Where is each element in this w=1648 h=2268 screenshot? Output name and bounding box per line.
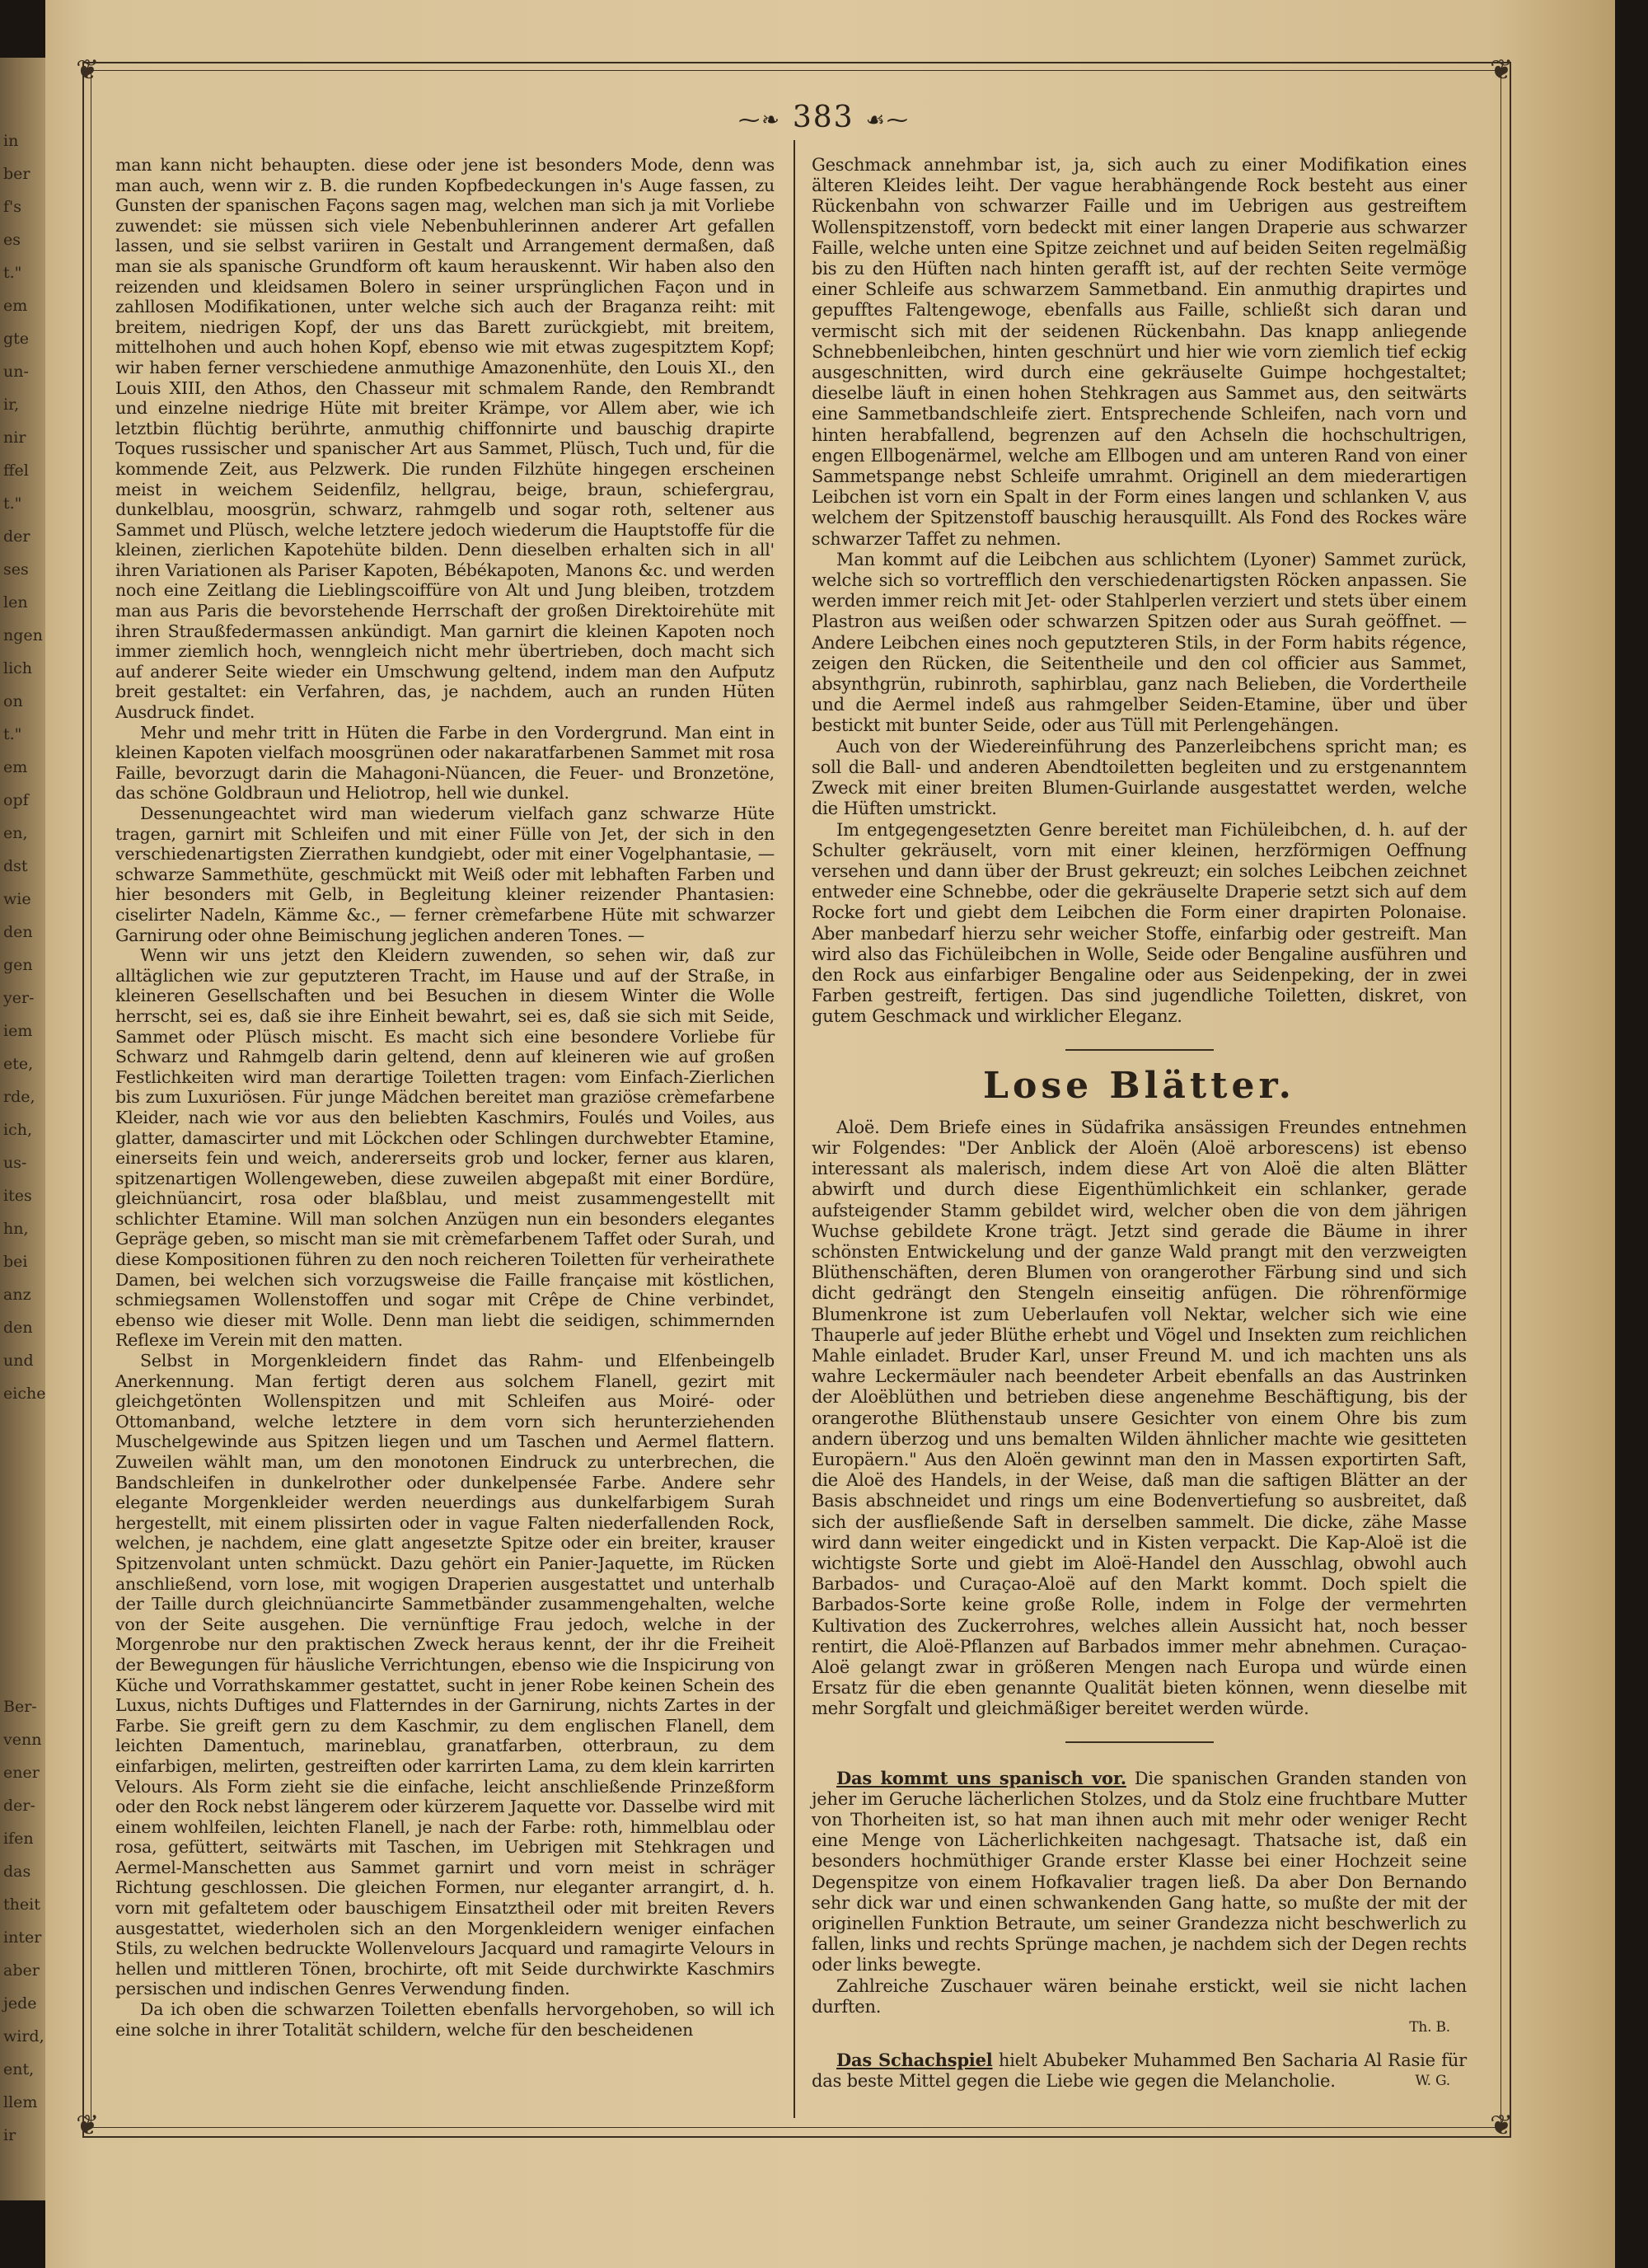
paragraph: Da ich oben die schwarzen Toiletten ebenfalls hervorgehoben, so will ich eine solche in ihrer Totalität schildern, welche für den bescheidenen bbox=[115, 1999, 775, 2040]
paragraph: Wenn wir uns jetzt den Kleidern zuwenden, so sehen wir, daß zur alltäglichen wie zur geputzteren Tracht, im Hause und auf der Straße, in kleineren Gesellschaften und bei Besuchen in diesem Winter die Wolle herrscht, sei es, daß sie ihre Einheit bewahrt, sei es, daß sie sich mit Seide, Sammet oder Plüsch mischt. Es macht sich eine besondere Vorliebe für Schwarz und Rahmgelb darin geltend, denn auf kleineren wie auf großen Festlichkeiten wird man derartige Toiletten tragen: vom Einfach-Zierlichen bis zum Luxuriösen. Für junge Mädchen bereitet man graziöse crèmefarbene Kleider, nach wie vor aus den beliebten Kaschmirs, Foulés und Voiles, aus glatter, damascirter und mit Löckchen oder Schlingen durchwebter Etamine, einerseits fein und weich, andererseits grob und locker, ferner aus klaren, spitzenartigen Wollengeweben, diese zuweilen abgepaßt mit einer Bordüre, gleichnüancirt, rosa oder blaßblau, und meist zusammengestellt mit schlichter Etamine. Will man solchen Anzügen nun ein besonders elegantes Gepräge geben, so mischt man sie mit crèmefarbenem Taffet oder Surah, und diese Kompositionen führen zu den noch reicheren Toiletten für verheirathete Damen, bei welchen sich vorzugsweise die Faille française mit köstlichen, schmiegsamen Wollenstoffen und sogar mit Crêpe de Chine verbindet, ebenso wie dieser mit Wolle. Denn man liebt die seidigen, schimmernden Reflexe im Verein mit den matten. bbox=[115, 945, 775, 1351]
item-title: Das Schachspiel bbox=[836, 2050, 993, 2071]
adjacent-page-fragment: inter bbox=[3, 1928, 42, 1947]
corner-ornament-icon: ❦ bbox=[1490, 54, 1514, 87]
adjacent-page-fragment: den bbox=[3, 923, 33, 941]
adjacent-page-fragment: en, bbox=[3, 824, 28, 842]
adjacent-page-fragment: ir bbox=[3, 2126, 16, 2144]
adjacent-page-fragment: f's bbox=[3, 198, 22, 216]
adjacent-page-fragment: venn bbox=[3, 1731, 42, 1749]
adjacent-page-fragment: das bbox=[3, 1863, 31, 1881]
item-text: hielt Abubeker Muhammed Ben Sacharia Al Rasie für das beste Mittel gegen die Liebe wie gegen die Melancholie. bbox=[812, 2050, 1467, 2092]
adjacent-page-fragment: us- bbox=[3, 1154, 27, 1172]
paragraph: Selbst in Morgenkleidern findet das Rahm- und Elfenbeingelb Anerkennung. Man fertigt deren aus solchem Flanell, gezirt mit gleichgetönten Wollenspitzen und mit Schleifen aus Moiré- oder Ottomanband, welche letztere in dem vorn sich herunterziehenden Muschelgewinde aus Spitzen liegen und um Taschen und Aermel flattern. Zuweilen wählt man, um den monotonen Eindruck zu unterbrechen, die Bandschleifen in dunkelrother oder dunkelpensée Farbe. Andere sehr elegante Morgenkleider werden neuerdings aus dunkelfarbigem Surah hergestellt, mit einem plissirten oder in vague Falten niederfallenden Rock, welchen, je nachdem, eine glatt angesetzte Spitze oder ein breiter, krauser Spitzenvolant unten schmückt. Dazu gehört ein Panier-Jaquette, im Rücken anschließend, vorn lose, mit wogigen Draperien ausgestattet und unterhalb der Taille durch gleichnüancirte Sammetbänder zusammengehalten, welche von der Seite ausgehen. Die vernünftige Frau jedoch, welche in der Morgenrobe nur den praktischen Zweck heraus kennt, der ihr die Freiheit der Bewegungen für häusliche Verrichtungen, ebenso wie die Inspicirung von Küche und Vorrathskammer gestattet, sucht in jener Robe keinen Schein des Luxus, nichts Duftiges und Flatterndes in der Garnirung, nichts Zartes in der Farbe. Sie greift gern zu dem Kaschmir, zu dem englischen Flanell, dem leichten Damentuch, marineblau, granatfarben, otterbraun, zu dem einfarbigen, melirten, gestreiften oder karrirten Lama, zu dem klein karrirten Velours. Als Form zieht sie die einfache, leicht anschließende Prinzeßform oder den Rock nebst längerem oder kürzerem Jaquette vor. Dasselbe wird mit einem wohlfeilen, leichten Flanell, je nach der Farbe: roth, himmelblau oder rosa, gefüttert, seitwärts mit Taschen, im Uebrigen mit Stehkragen und Aermel-Manschetten aus Sammet garnirt und vorn meist in schräger Richtung geschlossen. Die gleichen Formen, nur eleganter arrangirt, d. h. vorn mit gefaltetem oder bauschigem Einsatztheil oder mit breiten Revers ausgestattet, wiederholen sich an den Morgenkleidern weniger einfachen Stils, zu welchen bedruckte Wollenvelours Jacquard und ramagirte Velours in hellen und mittleren Tönen, brochirte, oft mit Seide durchwirkte Kaschmirs persischen und indischen Genres Verwendung finden. bbox=[115, 1351, 775, 1999]
adjacent-page-fragment: theit bbox=[3, 1895, 40, 1914]
page-number-value: 383 bbox=[792, 101, 854, 134]
adjacent-page-fragment: und bbox=[3, 1352, 34, 1370]
adjacent-page-fragment: ener bbox=[3, 1764, 40, 1782]
paragraph: Dessenungeachtet wird man wiederum vielfach ganz schwarze Hüte tragen, garnirt mit Schleifen und mit einer Fülle von Jet, der sich in den verschiedenartigsten Zierrathen kundgiebt, oder mit einer Vogelphantasie, — schwarze Sammethüte, geschmückt mit Weiß oder mit lebhaften Farben und hier besonders mit Gelb, in Begleitung kleiner reizender Phantasien: ciselirter Nadeln, Kämme &c., — ferner crèmefarbene Hüte mit schwarzer Garnirung oder ohne Beimischung jeglichen anderen Tones. — bbox=[115, 804, 775, 945]
paragraph: Mehr und mehr tritt in Hüten die Farbe in den Vordergrund. Man eint in kleinen Kapoten vielfach moosgrünen oder nakaratfarbenen Sammet mit rosa Faille, bevorzugt darin die Mahagoni-Nüancen, die Feuer- und Bronzetöne, das schöne Goldbraun und Heliotrop, hell wie dunkel. bbox=[115, 722, 775, 804]
adjacent-page-fragment: nir bbox=[3, 429, 26, 447]
adjacent-page-fragment: eiche bbox=[3, 1385, 45, 1403]
adjacent-page-fragment: em bbox=[3, 297, 28, 315]
page-number-ornament-icon: ☙⁓ bbox=[865, 108, 910, 133]
item-text: Die spanischen Granden standen von jeher im Geruche lächerlichen Stolzes, und da Stolz eine fruchtbare Mutter von Thorheiten ist, so hat man ihnen auch mit mehr oder weniger Recht eine Menge von Lächerlichkeiten nachgesagt. Thatsache ist, daß ein besonders hochmüthiger Grande erster Klasse bei einer Hochzeit seine Degenspitze von einem Hofkavalier tragen ließ. Da aber Don Bernando sehr dick war und einen schwankenden Gang hatte, so mußte der mit der originellen Funktion Betraute, um seiner Grandezza nicht beschwerlich zu fallen, links und rechts Sprünge machen, je nachdem sich der Degen rechts oder links bewegte. bbox=[812, 1768, 1468, 1975]
signature: W. G. bbox=[1415, 2073, 1450, 2090]
adjacent-page-fragment: t." bbox=[3, 264, 22, 282]
adjacent-page-fragment: der bbox=[3, 527, 30, 546]
adjacent-page-fragment: len bbox=[3, 593, 28, 612]
adjacent-page-fragment: der- bbox=[3, 1797, 35, 1815]
adjacent-page-fragment: ete, bbox=[3, 1055, 34, 1073]
section-rule bbox=[1065, 1741, 1214, 1743]
adjacent-page-fragment: llem bbox=[3, 2093, 38, 2111]
corner-ornament-icon: ❦ bbox=[76, 2109, 100, 2142]
adjacent-page-fragment: ber bbox=[3, 165, 30, 183]
adjacent-page-fragment: opf bbox=[3, 791, 29, 809]
signature: Th. B. bbox=[1409, 2019, 1450, 2036]
adjacent-page-fragment: rde, bbox=[3, 1088, 35, 1106]
section-heading: Lose Blätter. bbox=[983, 1064, 1295, 1107]
adjacent-page-fragment: ngen bbox=[3, 626, 43, 644]
paragraph: Im entgegengesetzten Genre bereitet man Fichüleibchen, d. h. auf der Schulter gekräuselt, vorn mit einer kleinen, herzförmigen Oeffnung versehen und dann über der Brust gekreuzt; ein solches Leibchen zeichnet entweder eine Schnebbe, oder die gekräuselte Draperie setzt sich auf dem Rocke fort und giebt dem Leibchen die Form einer drapirten Polonaise. Aber manbedarf hierzu sehr weicher Stoffe, einfarbig oder gestreift. Man wird also das Fichüleibchen in Wolle, Seide oder Bengaline ausführen und den Rock aus einfarbiger Bengaline oder aus Seidenpeking, der in zwei Farben gestreift, fertigen. Das sind jugendliche Toiletten, diskret, von gutem Geschmack und wirklicher Eleganz. bbox=[812, 819, 1467, 1027]
adjacent-page-fragment: ich, bbox=[3, 1121, 32, 1139]
adjacent-page-fragment: gte bbox=[3, 330, 30, 348]
adjacent-page-fragment: ffel bbox=[3, 462, 29, 480]
corner-ornament-icon: ❦ bbox=[76, 54, 100, 87]
adjacent-page-fragment: den bbox=[3, 1319, 33, 1337]
adjacent-page-fragment: bei bbox=[3, 1253, 28, 1271]
paragraph: Zahlreiche Zuschauer wären beinahe erstickt, weil sie nicht lachen durften. bbox=[812, 1975, 1467, 2017]
adjacent-page-fragment: hn, bbox=[3, 1220, 29, 1238]
adjacent-page-fragment: in bbox=[3, 132, 19, 150]
paragraph-spanish bbox=[812, 1768, 1467, 1976]
paragraph: Man kommt auf die Leibchen aus schlichtem (Lyoner) Sammet zurück, welche sich so vortrefflich den verschiedenartigsten Röcken anpassen. Sie werden immer reich mit Jet- oder Stahlperlen verziert und stets über einem Plastron aus weißen oder schwarzen Spitzen oder aus Surah geöffnet. — Andere Leibchen eines noch geputzteren Stils, in der Form habits régence, zeigen den Rücken, die Seitentheile und den col officier aus Sammet, absynthgrün, rubinroth, saphirblau, ganz nach Belieben, die Vordertheile und die Aermel indeß aus rahmgelber Seiden-Etamine, über und über bestickt mit bunter Seide, oder aus Tüll mit Perlengehängen. bbox=[812, 549, 1467, 736]
section-rule bbox=[1065, 1049, 1214, 1051]
adjacent-page-fragment: gen bbox=[3, 956, 33, 974]
adjacent-page-fragment: wie bbox=[3, 890, 31, 908]
adjacent-page-fragment: t." bbox=[3, 494, 22, 513]
paragraph: Geschmack annehmbar ist, ja, sich auch zu einer Modifikation eines älteren Kleides leiht. Der vague herabhängende Rock besteht aus einer Rückenbahn von schwarzer Faille und im Uebrigen aus gestreiftem Wollenspitzenstoff, vorn bedeckt mit einer langen Draperie aus schwarzer Faille, welche unten eine Spitze zeichnet und auf beiden Seiten regelmäßig bis zu den Hüften nach hinten gerafft ist, auf der rechten Seite vermöge einer Schleife aus schwarzem Sammetband. Ein anmuthig drapirtes und gepufftes Faltengewoge, ebenfalls aus Faille, schließt sich daran und vermischt sich mit der seidenen Rückenbahn. Das knapp anliegende Schnebbenleibchen, hinten geschnürt und hier wie vorn ziemlich tief eckig ausgeschnitten, wird durch eine gekräuselte Guimpe hochgestaltet; dieselbe läuft in einen hohen Stehkragen aus Sammet aus, den seitwärts eine Sammetbandschleife ziert. Entsprechende Schleifen, nach vorn und hinten herabfallend, begrenzen auf den Achseln die hochschultrigen, engen Ellbogenärmel, welche am Ellbogen und am unteren Rand von einer Sammetspange nebst Schleife umrahmt. Originell an dem miederartigen Leibchen ist vorn ein Spalt in der Form eines langen und schlanken V, aus welchem der Spitzenstoff bauschig herausquillt. Als Fond des Rockes wäre schwarzer Taffet zu nehmen. bbox=[812, 155, 1467, 549]
column-left bbox=[115, 155, 775, 2100]
adjacent-page-fragment: un- bbox=[3, 363, 29, 381]
adjacent-page-fragment: lich bbox=[3, 659, 33, 677]
adjacent-page-strip bbox=[0, 58, 45, 2200]
adjacent-page-fragment: em bbox=[3, 758, 28, 776]
adjacent-page-fragment: Ber- bbox=[3, 1698, 37, 1716]
adjacent-page-fragment: wird, bbox=[3, 2027, 44, 2045]
adjacent-page-fragment: ses bbox=[3, 560, 29, 579]
page-number bbox=[0, 101, 1648, 134]
adjacent-page-fragment: aber bbox=[3, 1961, 40, 1980]
column-right bbox=[812, 155, 1467, 2100]
adjacent-page-fragment: ites bbox=[3, 1187, 32, 1205]
paragraph-chess bbox=[812, 2050, 1467, 2092]
adjacent-page-fragment: yer- bbox=[3, 989, 35, 1007]
adjacent-page-fragment: iem bbox=[3, 1022, 33, 1040]
paragraph: man kann nicht behaupten. diese oder jene ist besonders Mode, denn was man auch, wenn wir z. B. die runden Kopfbedeckungen in's Auge fassen, zu Gunsten der spanischen Façons sagen mag, welchen man sich ja mit Vorliebe zuwendet: sie müssen sich viele Nebenbuhlerinnen anderer Art gefallen lassen, und sie selbst variiren in Gestalt und Arrangement dermaßen, daß man sie als spanische Grundform oft kaum herauskennt. Wir haben also den reizenden und kleidsamen Bolero in seiner ursprünglichen Façon und in zahllosen Modifikationen, unter welche sich auch der Braganza reiht: mit breitem, niedrigen Kopf, der uns das Barett zurückgiebt, mit breitem, mittelhohen und auch hohen Kopf, ebenso wie mit etwas zugespitztem Kopf; wir haben ferner verschiedene anmuthige Amazonenhüte, den Louis XI., den Louis XIII, den Athos, den Chasseur mit schmalem Rande, den Rembrandt und einzelne niedrige Hüte mit breiter Krämpe, vor Allem aber, wie ich letztbin flüchtig berührte, anmuthig chiffonnirte und bauschig drapirte Toques russischer und spanischer Art aus Sammet, Plüsch, Tuch und, für die kommende Zeit, aus Pelzwerk. Die runden Filzhüte hingegen erscheinen meist in weichem Seidenfilz, hellgrau, beige, braun, schiefergrau, dunkelblau, moosgrün, schwarz, rahmgelb und sogar roth, seltener aus Sammet und Plüsch, welche letztere jedoch wiederum die Hauptstoffe für die kleinen, zierlichen Kapotehüte bilden. Denn dieselben erhalten sich in all' ihren Variationen als Pariser Kapoten, Bébékapoten, Manons &c. und werden noch eine Zeitlang die Lieblingscoiffüre von Alt und Jung bleiben, trotzdem man aus Paris die bevorstehende Herrschaft der großen Direktoirehüte mit ihren Straußfedermassen ankündigt. Man garnirt die kleinen Kapoten noch immer ziemlich hoch, wenngleich nicht mehr übertrieben, doch macht sich auf anderer Seite wieder ein Umschwung geltend, indem man den Aufputz breit gestaltet: ein Verfahren, das, je nachdem, auch an runden Hüten Ausdruck findet. bbox=[115, 155, 775, 723]
adjacent-page-fragment: ent, bbox=[3, 2060, 35, 2078]
adjacent-page-fragment: ifen bbox=[3, 1830, 34, 1848]
adjacent-page-fragment: dst bbox=[3, 857, 28, 875]
adjacent-page-fragment: t." bbox=[3, 725, 22, 743]
adjacent-page-fragment: anz bbox=[3, 1286, 31, 1304]
paragraph-aloe: Aloë. Dem Briefe eines in Südafrika ansässigen Freundes entnehmen wir Folgendes: "Der Anblick der Aloën (Aloë arborescens) ist ebenso interessant als malerisch, indem diese Art von Aloë die alten Blätter abwirft und durch diese Eigenthümlichkeit ein schlanker, gerade aufsteigender Stamm gebildet wird, welcher oben die von dem jährigen Wuchse gebildete Krone trägt. Jetzt sind gerade die Bäume in ihrer schönsten Entwickelung und der ganze Wald prangt mit den verzweigten Blüthenschäften, deren Blumen von orangerother Färbung sind und sich dicht gedrängt den Stengeln einseitig anfügen. Die röhrenförmige Blumenkrone ist zum Ueberlaufen voll Nektar, welcher sich wie eine Thauperle auf jeder Blüthe erhebt und Vögel und Insekten zum reichlichen Mahle einladet. Bruder Karl, unser Freund M. und ich machten uns als wahre Leckermäuler nach beendeter Arbeit ebenfalls an das Austrinken der Aloëblüthen und betrieben diese angenehme Beschäftigung, bis der orangerothe Blüthenstaub unsere Gesichter von einem Ohre bis zum andern überzog und uns bemalten Wilden ähnlicher machte wie gesitteten Europäern." Aus den Aloën gewinnt man den in Massen exportirten Saft, die Aloë des Handels, in der Weise, daß man die saftigen Blätter an der Basis abschneidet und rings um eine Bodenvertiefung so ausbreitet, daß sich der ausfließende Saft in derselben sammelt. Die dicke, zähe Masse wird dann weiter eingedickt und in Kisten verpackt. Die Kap-Aloë ist die wichtigste Sorte und giebt im Aloë-Handel den Ausschlag, obwohl auch Barbados- und Curaçao-Aloë auf den Markt kommt. Doch spielt die Barbados-Sorte keine große Rolle, indem in Folge der vermehrten Kultivation des Zuckerrohres, welches allein Aussicht hat, noch besser rentirt, die Aloë-Pflanzen auf Barbados immer mehr abnehmen. Curaçao-Aloë gelangt zwar in größeren Mengen nach Europa und würde einen Ersatz für die eben genannte Qualität bieten können, wenn dieselbe mit mehr Sorgfalt und gleichmäßiger bereitet werden würde. bbox=[812, 1117, 1467, 1719]
adjacent-page-fragment: ir, bbox=[3, 396, 20, 414]
page-number-ornament-icon: ⁓❧ bbox=[738, 108, 781, 133]
item-title: Das kommt uns spanisch vor. bbox=[836, 1767, 1126, 1788]
corner-ornament-icon: ❦ bbox=[1490, 2109, 1514, 2142]
column-divider bbox=[794, 140, 795, 2118]
adjacent-page-fragment: jede bbox=[3, 1994, 37, 2013]
adjacent-page-fragment: es bbox=[3, 231, 21, 249]
adjacent-page-fragment: on bbox=[3, 692, 23, 710]
paragraph: Auch von der Wiedereinführung des Panzerleibchens spricht man; es soll die Ball- und anderen Abendtoiletten begleiten und zu erstgenanntem Zweck mit einer breiten Blumen-Guirlande ausgestattet werden, welche die Hüften umstrickt. bbox=[812, 736, 1467, 819]
